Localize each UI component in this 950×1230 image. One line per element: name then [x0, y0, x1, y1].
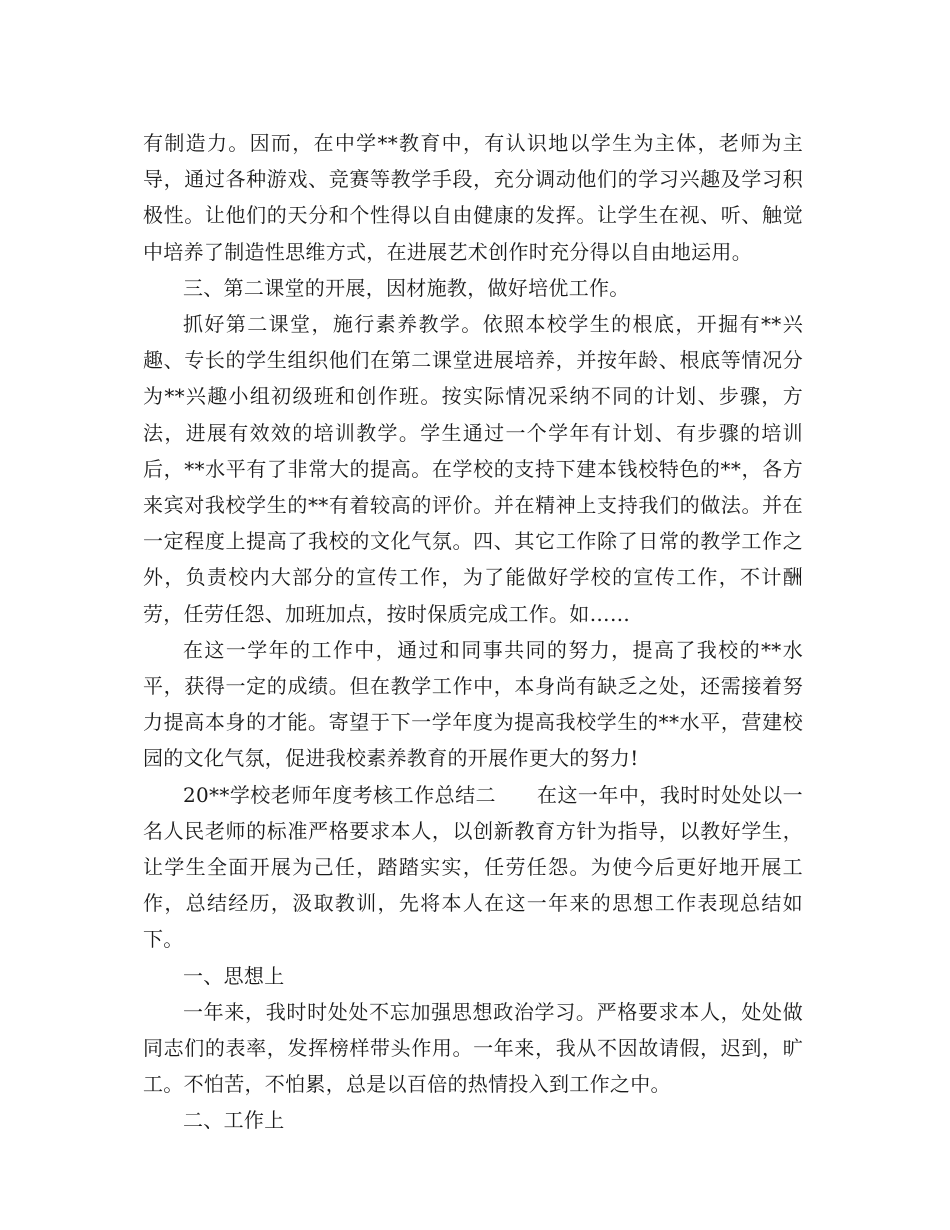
section-heading-three: 三、第二课堂的开展，因材施教，做好培优工作。	[183, 275, 630, 300]
paragraph-second-classroom: 抓好第二课堂，施行素养教学。依照本校学生的根底，开掘有**兴趣、专长的学生组织他们在第二课堂进展培养，并按年龄、根底等情况分为**兴趣小组初级班和创作班。按实际情况采纳不同的计划、步骤，方法，进展有效效的培训教学。学生通过一个学年有计划、有步骤的培训后，**水平有了非常大的提高。在学校的支持下建本钱校特色的**，各方来宾对我校学生的**有着较高的评价。并在精神上支持我们的做法。并在一定程度上提高了我校的文化气氛。四、其它工作除了日常的教学工作之外，负责校内大部分的宣传工作，为了能做好学校的宣传工作，不计酬劳，任劳任怨、加班加点，按时保质完成工作。如……	[143, 312, 803, 626]
section-heading-work: 二、工作上	[183, 1108, 285, 1133]
document-body	[143, 125, 803, 1139]
paragraph-year-summary: 在这一学年的工作中，通过和同事共同的努力，提高了我校的**水平，获得一定的成绩。但在教学工作中，本身尚有缺乏之处，还需接着努力提高本身的才能。寄望于下一学年度为提高我校学生的**水平，营建校园的文化气氛，促进我校素养教育的开展作更大的努力!	[143, 637, 803, 771]
paragraph-thought-body: 一年来，我时时处处不忘加强思想政治学习。严格要求本人，处处做同志们的表率，发挥榜样带头作用。一年来，我从不因故请假，迟到，旷工。不怕苦，不怕累，总是以百倍的热情投入到工作之中。	[143, 999, 803, 1097]
paragraph-summary-two-intro: 20**学校老师年度考核工作总结二 在这一年中，我时时处处以一名人民老师的标准严格要求本人，以创新教育方针为指导，以教好学生，让学生全面开展为己任，踏踏实实，任劳任怨。为使今后更好地开展工作，总结经历，汲取教训，先将本人在这一年来的思想工作表现总结如下。	[143, 782, 803, 952]
paragraph-intro-continuation: 有制造力。因而，在中学**教育中，有认识地以学生为主体，老师为主导，通过各种游戏、竞赛等教学手段，充分调动他们的学习兴趣及学习积极性。让他们的天分和个性得以自由健康的发挥。让学生在视、听、触觉中培养了制造性思维方式，在进展艺术创作时充分得以自由地运用。	[143, 131, 803, 264]
section-heading-thought: 一、思想上	[183, 963, 285, 988]
